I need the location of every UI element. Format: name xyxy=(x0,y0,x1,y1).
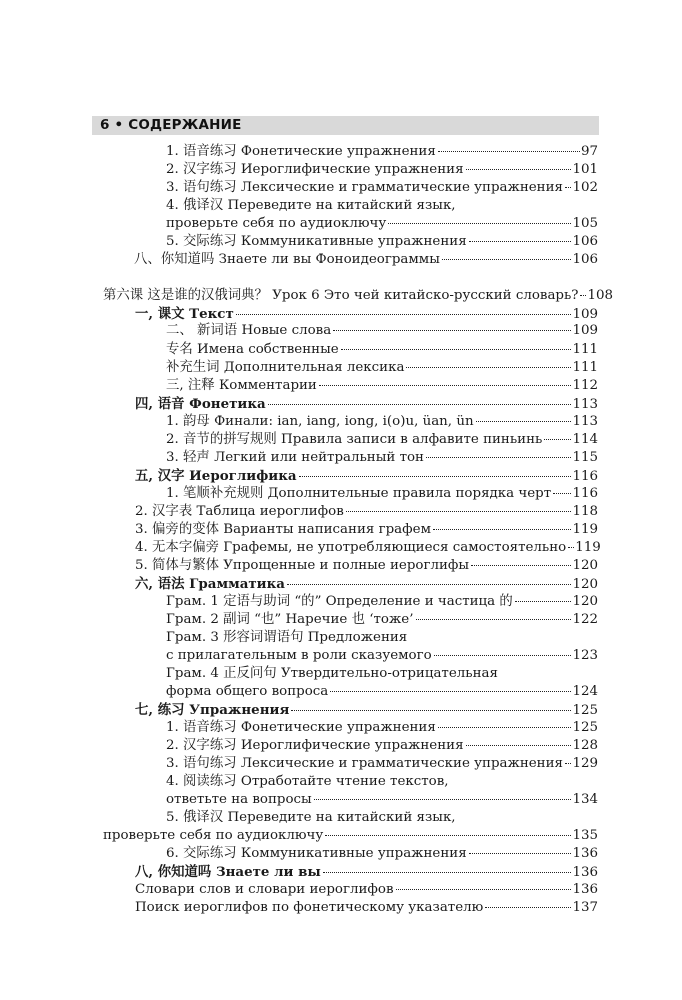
toc-entry-text: 四, 语音 Фонетика xyxy=(135,396,266,412)
toc-entry-text: 4. 俄译汉 Переведите на китайский язык, xyxy=(166,198,456,213)
toc-page-number: 113 xyxy=(572,414,598,429)
dot-leader xyxy=(346,511,572,512)
dot-leader xyxy=(553,493,571,494)
toc-entry xyxy=(166,647,598,665)
toc-entry xyxy=(166,322,598,340)
dot-leader xyxy=(466,169,572,170)
toc-entry xyxy=(166,773,449,791)
toc-page-number: 97 xyxy=(580,144,598,159)
toc-page-number: 128 xyxy=(572,738,598,753)
toc-entry xyxy=(135,557,598,575)
dot-leader xyxy=(416,619,572,620)
toc-entry xyxy=(166,737,598,755)
toc-entry xyxy=(135,701,598,719)
dot-leader xyxy=(469,241,572,242)
toc-page-number: 102 xyxy=(572,180,598,195)
toc-page-number: 112 xyxy=(572,378,598,393)
toc-page-number: 105 xyxy=(572,216,598,231)
toc-entry xyxy=(166,629,407,647)
toc-entry-text: 1. 语音练习 Фонетические упражнения xyxy=(166,144,436,159)
toc-page-number: 135 xyxy=(572,828,598,843)
toc-entry-text: Грам. 2 副词 “也” Наречие 也 ‘тоже’ xyxy=(166,612,414,627)
toc-entry xyxy=(134,251,598,269)
toc-entry xyxy=(135,881,598,899)
toc-entry xyxy=(135,539,601,557)
dot-leader xyxy=(406,367,571,368)
toc-page-number: 136 xyxy=(572,846,598,861)
toc-page-number: 134 xyxy=(572,792,598,807)
dot-leader xyxy=(236,314,572,315)
toc-entry-text: 五, 汉字 Иероглифика xyxy=(135,468,297,484)
toc-entry xyxy=(135,899,598,917)
toc-entry-text: Грам. 4 正反问句 Утвердительно-отрицательная xyxy=(166,666,498,681)
dot-leader xyxy=(396,889,572,890)
toc-entry-text: с прилагательным в роли сказуемого xyxy=(166,648,432,663)
dot-leader xyxy=(434,655,572,656)
toc-entry xyxy=(166,359,598,377)
toc-entry-text: 1. 笔顺补充规则 Дополнительные правила порядка черт xyxy=(166,486,552,501)
toc-entry xyxy=(166,683,598,701)
toc-entry xyxy=(166,791,598,809)
toc-entry-text: 3. 语句练习 Лексические и грамматические упражнения xyxy=(166,756,563,771)
toc-entry xyxy=(166,485,598,503)
dot-leader xyxy=(565,763,571,764)
running-header xyxy=(92,116,599,135)
toc-entry-text: 5. 俄译汉 Переведите на китайский язык, xyxy=(166,810,456,825)
dot-leader xyxy=(314,799,572,800)
toc-page-number: 120 xyxy=(572,558,598,573)
toc-entry xyxy=(166,845,598,863)
dot-leader xyxy=(466,745,572,746)
toc-page-number: 118 xyxy=(572,504,598,519)
toc-page-number: 136 xyxy=(572,882,598,897)
dot-leader xyxy=(438,727,572,728)
toc-entry-text: проверьте себя по аудиоключу xyxy=(166,216,387,231)
toc-entry-text: 六, 语法 Грамматика xyxy=(135,576,285,592)
toc-entry-text: 2. 汉字表 Таблица иероглифов xyxy=(135,504,344,519)
toc-page-number: 120 xyxy=(572,577,598,592)
toc-page-number: 137 xyxy=(572,900,598,915)
toc-entry-text: 4. 阅读练习 Отработайте чтение текстов, xyxy=(166,774,449,789)
toc-entry-text: 第六课 这是谁的汉俄词典？ Урок 6 Это чей китайско-русский словарь? xyxy=(103,288,579,303)
toc-entry xyxy=(166,377,598,395)
dot-leader xyxy=(442,259,572,260)
toc-page-number: 125 xyxy=(572,720,598,735)
toc-entry xyxy=(166,593,598,611)
dot-leader xyxy=(433,529,571,530)
toc-entry-text: 1. 语音练习 Фонетические упражнения xyxy=(166,720,436,735)
toc-entry-text: проверьте себя по аудиоключу xyxy=(103,828,324,843)
toc-page-number: 114 xyxy=(572,432,598,447)
dot-leader xyxy=(319,385,572,386)
toc-entry xyxy=(166,611,598,629)
dot-leader xyxy=(330,691,571,692)
toc-entry-text: Словари слов и словари иероглифов xyxy=(135,882,394,897)
toc-page-number: 108 xyxy=(587,288,614,303)
toc-entry-text: 八、你知道吗 Знаете ли вы Фоноидеограммы xyxy=(134,252,440,267)
toc-entry xyxy=(135,395,598,413)
dot-leader xyxy=(438,151,580,152)
toc-entry-text: ответьте на вопросы xyxy=(166,792,312,807)
dot-leader xyxy=(291,710,571,711)
toc-entry-text: 1. 韵母 Финали: ian, iang, iong, i(o)u, üan, ün xyxy=(166,414,474,429)
toc-entry-text: 八, 你知道吗 Знаете ли вы xyxy=(135,864,321,880)
toc-entry-text: 一, 课文 Текст xyxy=(135,306,234,322)
toc-entry-text: 3. 轻声 Легкий или нейтральный тон xyxy=(166,450,424,465)
toc-page-number: 119 xyxy=(575,540,601,555)
toc-page-number: 115 xyxy=(572,450,598,465)
toc-entry xyxy=(166,161,598,179)
dot-leader xyxy=(325,835,571,836)
toc-page-number: 116 xyxy=(572,469,598,484)
toc-page-number: 120 xyxy=(572,594,598,609)
toc-entry xyxy=(166,449,598,467)
toc-page-number: 123 xyxy=(572,648,598,663)
toc-page-number: 111 xyxy=(572,360,598,375)
toc-page-number: 109 xyxy=(572,307,598,322)
toc-page-number: 122 xyxy=(572,612,598,627)
toc-entry-text: 6. 交际练习 Коммуникативные упражнения xyxy=(166,846,467,861)
toc-entry xyxy=(135,575,598,593)
dot-leader xyxy=(388,223,571,224)
toc-entry xyxy=(135,467,598,485)
toc-entry-text: 5. 交际练习 Коммуникативные упражнения xyxy=(166,234,467,249)
toc-entry xyxy=(166,665,498,683)
toc-page-number: 129 xyxy=(572,756,598,771)
toc-entry xyxy=(166,233,598,251)
dot-leader xyxy=(299,476,572,477)
toc-entry-text: 2. 汉字练习 Иероглифические упражнения xyxy=(166,738,464,753)
toc-entry-text: Поиск иероглифов по фонетическому указателю xyxy=(135,900,484,915)
toc-entry-text: 3. 语句练习 Лексические и грамматические упражнения xyxy=(166,180,563,195)
toc-entry xyxy=(166,413,598,431)
toc-entry-text: Грам. 3 形容词谓语句 Предложения xyxy=(166,630,408,645)
dot-leader xyxy=(568,547,574,548)
dot-leader xyxy=(565,187,571,188)
dot-leader xyxy=(515,601,572,602)
toc-entry-text: 2. 音节的拼写规则 Правила записи в алфавите пиньинь xyxy=(166,432,543,447)
toc-entry xyxy=(166,755,598,773)
dot-leader xyxy=(426,457,571,458)
toc-page-number: 136 xyxy=(572,865,598,880)
toc-entry xyxy=(166,215,598,233)
toc-entry-text: 七, 练习 Упражнения xyxy=(135,702,290,718)
toc-entry-text: Грам. 1 定语与助词 “的” Определение и частица 的 xyxy=(166,594,513,609)
header-title: 6 • СОДЕРЖАНИЕ xyxy=(100,117,242,133)
dot-leader xyxy=(544,439,571,440)
dot-leader xyxy=(287,584,571,585)
toc-page-number: 111 xyxy=(572,342,598,357)
dot-leader xyxy=(323,872,572,873)
toc-entry xyxy=(166,809,456,827)
toc-entry xyxy=(103,287,614,305)
dot-leader xyxy=(580,295,586,296)
dot-leader xyxy=(469,853,572,854)
toc-entry-text: форма общего вопроса xyxy=(166,684,329,699)
toc-page-number: 101 xyxy=(572,162,598,177)
toc-entry-text: 专名 Имена собственные xyxy=(166,342,339,357)
toc-entry xyxy=(135,503,598,521)
toc-page-number: 106 xyxy=(572,252,598,267)
toc-entry xyxy=(166,341,598,359)
toc-entry-text: 4. 无本字偏旁 Графемы, не употребляющиеся самостоятельно xyxy=(135,540,567,555)
dot-leader xyxy=(333,330,571,331)
dot-leader xyxy=(268,404,572,405)
toc-page-number: 124 xyxy=(572,684,598,699)
toc-entry xyxy=(166,179,598,197)
toc-entry xyxy=(166,431,598,449)
toc-entry-text: 5. 简体与繁体 Упрощенные и полные иероглифы xyxy=(135,558,470,573)
toc-entry xyxy=(166,197,456,215)
toc-entry-text: 三, 注释 Комментарии xyxy=(166,378,317,393)
toc-entry xyxy=(166,719,598,737)
toc-entry-text: 3. 偏旁的变体 Варианты написания графем xyxy=(135,522,431,537)
toc-entry xyxy=(103,827,598,845)
toc-entry-text: 补充生词 Дополнительная лексика xyxy=(166,360,405,375)
toc-entry-text: 二、 新词语 Новые слова xyxy=(166,323,332,338)
toc-entry xyxy=(166,143,598,161)
dot-leader xyxy=(471,565,571,566)
toc-entry-text: 2. 汉字练习 Иероглифические упражнения xyxy=(166,162,464,177)
dot-leader xyxy=(341,349,572,350)
toc-page-number: 119 xyxy=(572,522,598,537)
toc-page-number: 116 xyxy=(572,486,598,501)
toc-entry xyxy=(135,305,598,323)
toc-page-number: 106 xyxy=(572,234,598,249)
toc-entry xyxy=(135,521,598,539)
dot-leader xyxy=(476,421,572,422)
dot-leader xyxy=(485,907,571,908)
toc-page-number: 113 xyxy=(572,397,598,412)
toc-page-number: 125 xyxy=(572,703,598,718)
toc-entry xyxy=(135,863,598,881)
toc-page-number: 109 xyxy=(572,323,598,338)
